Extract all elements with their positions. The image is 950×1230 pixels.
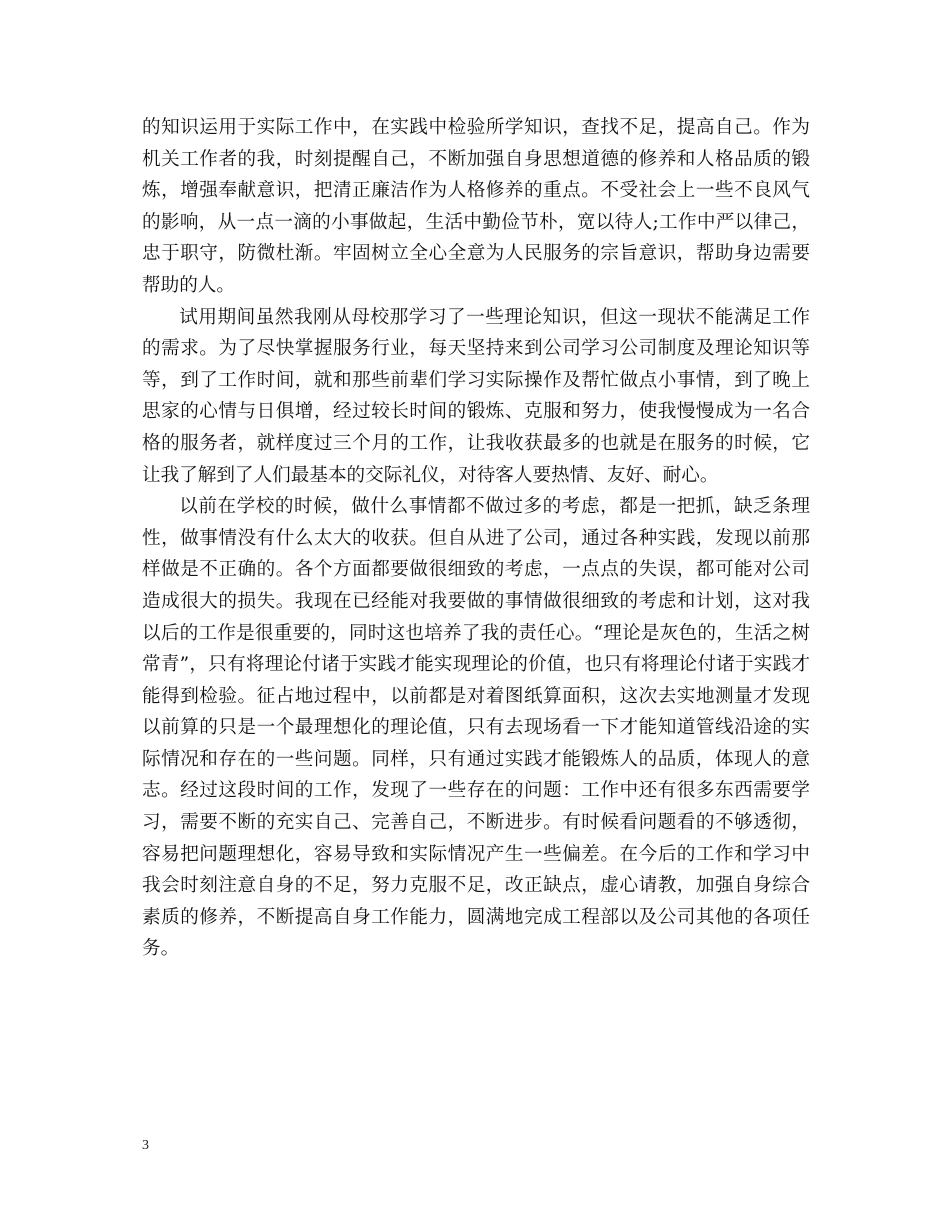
page-number: 3 (142, 1138, 149, 1153)
document-body (142, 112, 810, 965)
paragraph-reflection: 以前在学校的时候，做什么事情都不做过多的考虑，都是一把抓，缺乏条理性，做事情没有什么太大的收获。但自从进了公司，通过各种实践，发现以前那样做是不正确的。各个方面都要做很细致的考虑，一点点的失误，都可能对公司造成很大的损失。我现在已经能对我要做的事情做很细致的考虑和计划，这对我以后的工作是很重要的，同时这也培养了我的责任心。“理论是灰色的，生活之树常青”，只有将理论付诸于实践才能实现理论的价值，也只有将理论付诸于实践才能得到检验。征占地过程中，以前都是对着图纸算面积，这次去实地测量才发现以前算的只是一个最理想化的理论值，只有去现场看一下才能知道管线沿途的实际情况和存在的一些问题。同样，只有通过实践才能锻炼人的品质，体现人的意志。经过这段时间的工作，发现了一些存在的问题：工作中还有很多东西需要学习，需要不断的充实自己、完善自己，不断进步。有时候看问题看的不够透彻，容易把问题理想化，容易导致和实际情况产生一些偏差。在今后的工作和学习中我会时刻注意自身的不足，努力克服不足，改正缺点，虚心请教，加强自身综合素质的修养，不断提高自身工作能力，圆满地完成工程部以及公司其他的各项任务。 (142, 496, 810, 960)
paragraph-continued: 的知识运用于实际工作中，在实践中检验所学知识，查找不足，提高自己。作为机关工作者的我，时刻提醒自己，不断加强自身思想道德的修养和人格品质的锻炼，增强奉献意识，把清正廉洁作为人格修养的重点。不受社会上一些不良风气的影响，从一点一滴的小事做起，生活中勤俭节朴，宽以待人;工作中严以律己，忠于职守，防微杜渐。牢固树立全心全意为人民服务的宗旨意识，帮助身边需要帮助的人。 (142, 117, 810, 296)
paragraph-probation: 试用期间虽然我刚从母校那学习了一些理论知识，但这一现状不能满足工作的需求。为了尽快掌握服务行业，每天坚持来到公司学习公司制度及理论知识等等，到了工作时间，就和那些前辈们学习实际操作及帮忙做点小事情，到了晚上思家的心情与日俱增，经过较长时间的锻炼、克服和努力，使我慢慢成为一名合格的服务者，就样度过三个月的工作，让我收获最多的也就是在服务的时候，它让我了解到了人们最基本的交际礼仪，对待客人要热情、友好、耐心。 (142, 306, 810, 486)
